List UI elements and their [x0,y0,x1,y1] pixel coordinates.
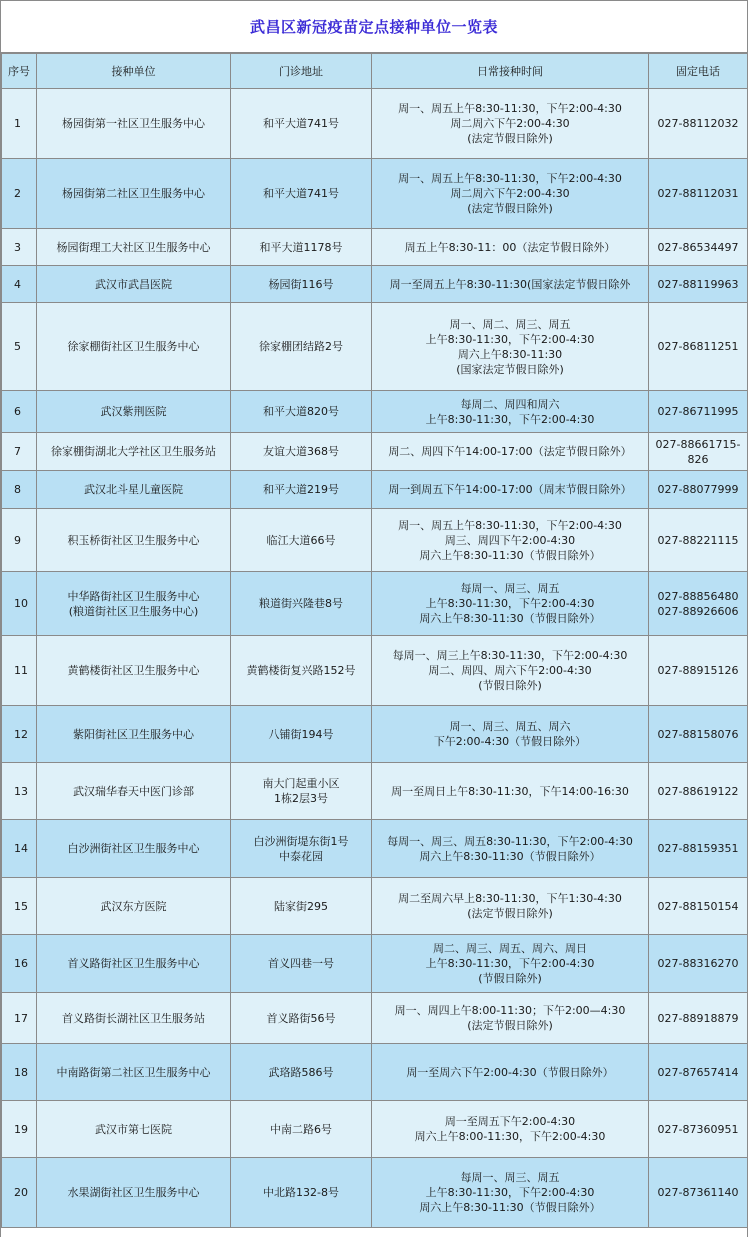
page-title: 武昌区新冠疫苗定点接种单位一览表 [249,18,498,36]
cell-index: 17 [2,993,37,1044]
cell-hours [372,763,649,820]
cell-address-line: 白沙洲街堤东街1号 [253,834,349,848]
cell-unit-line: 白沙洲街社区卫生服务中心 [67,842,200,855]
cell-index: 14 [2,820,37,878]
cell-hours [372,1101,649,1158]
cell-address [231,993,372,1044]
cell-unit [37,509,231,572]
table-row [2,509,748,572]
cell-address-line: 中北路132-8号 [263,1186,339,1199]
cell-unit [37,471,231,509]
cell-phone-line: 027-86534497 [657,240,739,254]
cell-unit-line: 武汉市第七医院 [95,1122,172,1136]
cell-phone [649,1101,748,1158]
cell-unit [37,572,231,636]
cell-address [231,266,372,303]
cell-phone [649,266,748,303]
table-body [2,89,748,1228]
title-bar [1,1,747,53]
cell-unit [37,878,231,935]
cell-hours-line: (节假日除外) [478,679,542,692]
cell-unit-line: 紫阳街社区卫生服务中心 [73,727,194,741]
cell-hours-line: 周二周六下午2:00-4:30 [450,187,570,200]
cell-address [231,820,372,878]
cell-index: 20 [2,1158,37,1228]
cell-index: 9 [2,509,37,572]
cell-address [231,159,372,229]
cell-hours-line: 每周二、周四和周六 [460,397,560,411]
cell-index: 4 [2,266,37,303]
table-row [2,1044,748,1101]
cell-phone-line: 027-88158076 [657,727,739,741]
cell-index: 2 [2,159,37,229]
cell-address-line: 和平大道820号 [263,405,339,418]
cell-address-line: 八铺街194号 [268,727,334,741]
cell-phone [649,636,748,706]
cell-phone-line: 027-88150154 [657,899,739,913]
cell-phone [649,763,748,820]
cell-unit [37,1158,231,1228]
cell-unit-line: 武汉北斗星儿童医院 [84,483,183,496]
cell-hours [372,89,649,159]
cell-phone [649,471,748,509]
column-header-index: 序号 [2,54,37,89]
cell-phone-line: 027-88918879 [657,1011,739,1025]
cell-index: 8 [2,471,37,509]
column-header-address: 门诊地址 [231,54,372,89]
cell-unit-line: 中南路街第二社区卫生服务中心 [56,1065,211,1079]
cell-unit-line: (粮道街社区卫生服务中心) [68,604,199,618]
cell-unit-line: 水果湖街社区卫生服务中心 [67,1186,200,1199]
cell-unit [37,820,231,878]
cell-address-line: 1栋2层3号 [274,792,328,805]
cell-phone [649,159,748,229]
cell-hours [372,471,649,509]
cell-phone-line: 027-88112031 [657,187,739,200]
cell-address [231,1044,372,1101]
cell-unit [37,433,231,471]
cell-unit-line: 中华路街社区卫生服务中心 [67,589,200,603]
cell-index: 1 [2,89,37,159]
cell-address-line: 临江大道66号 [266,533,336,547]
cell-phone-line: 027-88159351 [657,842,739,855]
cell-hours-line: 周六上午8:30-11:30（节假日除外） [419,849,601,863]
cell-address [231,878,372,935]
table-row [2,1158,748,1228]
cell-index: 15 [2,878,37,935]
sites-table [1,53,748,1228]
cell-hours-line: 周一至周六下午2:00-4:30（节假日除外） [406,1065,614,1079]
table-row [2,763,748,820]
cell-phone [649,993,748,1044]
cell-address-line: 和平大道1178号 [259,240,343,254]
cell-unit-line: 杨园街第一社区卫生服务中心 [62,117,205,130]
cell-hours-line: 每周一、周三、周五8:30-11:30，下午2:00-4:30 [387,834,633,848]
cell-phone-line: 027-88119963 [657,277,739,291]
cell-hours [372,636,649,706]
cell-unit-line: 武汉东方医院 [100,899,167,913]
cell-hours [372,1158,649,1228]
cell-hours [372,572,649,636]
cell-hours-line: (法定节假日除外) [467,132,553,145]
cell-phone [649,229,748,266]
cell-hours-line: 周二周六下午2:00-4:30 [450,117,570,130]
table-row [2,1101,748,1158]
cell-phone-line: 027-88856480 [657,589,739,603]
cell-phone-line: 027-87361140 [657,1186,739,1199]
cell-phone [649,1044,748,1101]
cell-hours-line: 每周一、周三上午8:30-11:30，下午2:00-4:30 [392,649,628,662]
cell-hours-line: 周一至周日上午8:30-11:30，下午14:00-16:30 [391,784,629,798]
cell-phone [649,706,748,763]
cell-hours-line: 每周一、周三、周五 [460,1171,560,1184]
cell-address-line: 首义路街56号 [266,1011,336,1025]
cell-unit [37,229,231,266]
cell-hours-line: 周六上午8:00-11:30，下午2:00-4:30 [414,1130,606,1143]
cell-index: 13 [2,763,37,820]
cell-unit [37,159,231,229]
cell-hours [372,159,649,229]
cell-hours-line: 周一到周五下午14:00-17:00（周末节假日除外） [388,483,632,496]
cell-hours-line: 周一至周五下午2:00-4:30 [444,1115,576,1128]
cell-hours-line: 周三、周四下午2:00-4:30 [444,533,576,547]
cell-hours-line: 周二至周六早上8:30-11:30，下午1:30-4:30 [398,892,622,905]
table-row [2,266,748,303]
cell-address-line: 徐家棚团结路2号 [259,340,343,353]
column-header-unit: 接种单位 [37,54,231,89]
cell-hours-line: 上午8:30-11:30，下午2:00-4:30 [425,412,595,426]
cell-phone [649,572,748,636]
table-row [2,935,748,993]
cell-address-line: 杨园街116号 [268,277,334,291]
cell-hours [372,433,649,471]
cell-hours-line: 周二、周四、周六下午2:00-4:30 [428,664,592,677]
cell-unit [37,391,231,433]
table-row [2,820,748,878]
cell-unit [37,266,231,303]
cell-hours-line: 周六上午8:30-11:30（节假日除外） [419,1201,601,1214]
cell-index: 7 [2,433,37,471]
cell-address-line: 陆家街295 [274,899,328,913]
column-header-hours: 日常接种时间 [372,54,649,89]
cell-phone-line: 027-88077999 [657,483,739,496]
cell-address [231,471,372,509]
table-row [2,993,748,1044]
cell-hours-line: 周六上午8:30-11:30（节假日除外） [419,612,601,625]
cell-hours-line: 周一至周五上午8:30-11:30(国家法定节假日除外 [389,277,631,291]
cell-address-line: 和平大道219号 [263,483,339,496]
cell-hours-line: 周二、周三、周五、周六、周日 [433,942,587,955]
cell-hours-line: 上午8:30-11:30，下午2:00-4:30 [425,957,595,970]
cell-unit-line: 徐家棚街社区卫生服务中心 [67,340,200,353]
cell-address [231,706,372,763]
cell-hours-line: 周五上午8:30-11：00（法定节假日除外） [404,240,616,254]
table-row [2,878,748,935]
cell-address-line: 首义四巷一号 [268,957,334,970]
cell-hours-line: 周一、周二、周三、周五 [449,317,571,331]
cell-phone [649,433,748,471]
table-row [2,433,748,471]
cell-hours-line: 下午2:00-4:30（节假日除外） [433,735,587,748]
cell-phone-line: 826 [687,452,709,466]
cell-hours-line: (节假日除外) [478,972,542,985]
cell-hours [372,303,649,391]
cell-unit-line: 首义路街社区卫生服务中心 [67,957,200,970]
cell-unit-line: 武汉瑞华春天中医门诊部 [73,784,194,798]
cell-address-line: 友谊大道368号 [263,445,339,458]
cell-address [231,303,372,391]
cell-hours-line: 周一、周三、周五、周六 [449,720,571,733]
table-row [2,229,748,266]
cell-unit-line: 武汉紫荆医院 [100,405,167,418]
cell-phone-line: 027-88112032 [657,117,739,130]
cell-phone-line: 027-88619122 [657,784,739,798]
cell-index: 11 [2,636,37,706]
cell-hours [372,820,649,878]
cell-unit-line: 武汉市武昌医院 [95,277,172,291]
cell-phone [649,820,748,878]
cell-unit [37,706,231,763]
table-row [2,89,748,159]
cell-index: 5 [2,303,37,391]
cell-phone-line: 027-86711995 [657,405,739,418]
cell-unit-line: 首义路街长湖社区卫生服务站 [62,1011,205,1025]
cell-hours-line: 上午8:30-11:30，下午2:00-4:30 [425,597,595,610]
cell-address-line: 和平大道741号 [263,117,339,130]
cell-unit-line: 杨园街第二社区卫生服务中心 [62,187,205,200]
cell-phone [649,391,748,433]
cell-index: 10 [2,572,37,636]
cell-hours [372,509,649,572]
cell-phone-line: 027-88316270 [657,957,739,970]
cell-hours-line: (法定节假日除外) [467,202,553,215]
cell-address-line: 黄鹤楼街复兴路152号 [246,664,356,677]
cell-address [231,89,372,159]
cell-address-line: 中泰花园 [279,849,323,863]
cell-address-line: 和平大道741号 [263,187,339,200]
cell-index: 3 [2,229,37,266]
cell-hours-line: 周二、周四下午14:00-17:00（法定节假日除外） [388,445,632,458]
cell-phone-line: 027-88915126 [657,664,739,677]
cell-address [231,1158,372,1228]
cell-unit [37,303,231,391]
cell-address [231,229,372,266]
cell-phone-line: 027-88221115 [657,533,739,547]
cell-hours-line: (法定节假日除外) [467,1019,553,1032]
cell-index: 18 [2,1044,37,1101]
cell-unit [37,89,231,159]
cell-address-line: 武珞路586号 [268,1065,334,1079]
cell-hours-line: 周六上午8:30-11:30 [457,347,563,361]
cell-unit-line: 积玉桥街社区卫生服务中心 [67,533,200,547]
cell-address [231,572,372,636]
cell-phone [649,935,748,993]
cell-phone [649,878,748,935]
cell-address [231,509,372,572]
cell-hours-line: 周一、周五上午8:30-11:30，下午2:00-4:30 [398,102,622,115]
cell-phone-line: 027-88926606 [657,604,739,618]
table-row [2,391,748,433]
cell-index: 6 [2,391,37,433]
cell-phone-line: 027-86811251 [657,340,739,353]
cell-hours [372,391,649,433]
cell-hours-line: 上午8:30-11:30，下午2:00-4:30 [425,1186,595,1199]
cell-address [231,636,372,706]
cell-phone [649,509,748,572]
cell-unit [37,935,231,993]
cell-phone-line: 027-87657414 [657,1065,739,1079]
cell-unit-line: 杨园街理工大社区卫生服务中心 [56,240,211,254]
cell-address-line: 南大门起重小区 [262,777,340,790]
cell-phone [649,89,748,159]
cell-unit-line: 徐家棚街湖北大学社区卫生服务站 [51,445,216,458]
cell-hours-line: 周六上午8:30-11:30（节假日除外） [419,548,601,562]
cell-hours-line: (国家法定节假日除外) [456,362,564,376]
cell-phone-line: 027-88661715- [655,437,741,451]
cell-unit [37,1101,231,1158]
cell-unit [37,1044,231,1101]
cell-hours-line: 周一、周四上午8:00-11:30；下午2:00—4:30 [394,1004,626,1017]
cell-hours [372,993,649,1044]
cell-phone [649,303,748,391]
cell-index: 19 [2,1101,37,1158]
column-header-phone: 固定电话 [649,54,748,89]
cell-address-line: 粮道街兴隆巷8号 [259,597,343,610]
cell-address [231,935,372,993]
cell-hours [372,706,649,763]
cell-hours-line: 周一、周五上午8:30-11:30，下午2:00-4:30 [398,518,622,532]
table-row [2,303,748,391]
cell-hours [372,878,649,935]
cell-phone [649,1158,748,1228]
cell-unit [37,993,231,1044]
table-row [2,636,748,706]
table-header-row [2,54,748,89]
cell-hours [372,229,649,266]
cell-address-line: 中南二路6号 [270,1122,332,1136]
table-row [2,706,748,763]
cell-unit-line: 黄鹤楼街社区卫生服务中心 [67,664,200,677]
table-row [2,471,748,509]
table-row [2,572,748,636]
cell-hours-line: 每周一、周三、周五 [460,582,560,595]
cell-unit [37,636,231,706]
cell-phone-line: 027-87360951 [657,1122,739,1136]
cell-address [231,433,372,471]
cell-hours [372,266,649,303]
cell-index: 12 [2,706,37,763]
table-row [2,159,748,229]
cell-hours-line: 上午8:30-11:30，下午2:00-4:30 [425,332,595,346]
cell-unit [37,763,231,820]
cell-hours [372,1044,649,1101]
cell-address [231,1101,372,1158]
cell-hours [372,935,649,993]
cell-address [231,391,372,433]
cell-hours-line: 周一、周五上午8:30-11:30，下午2:00-4:30 [398,172,622,185]
cell-index: 16 [2,935,37,993]
cell-hours-line: (法定节假日除外) [467,907,553,920]
cell-address [231,763,372,820]
